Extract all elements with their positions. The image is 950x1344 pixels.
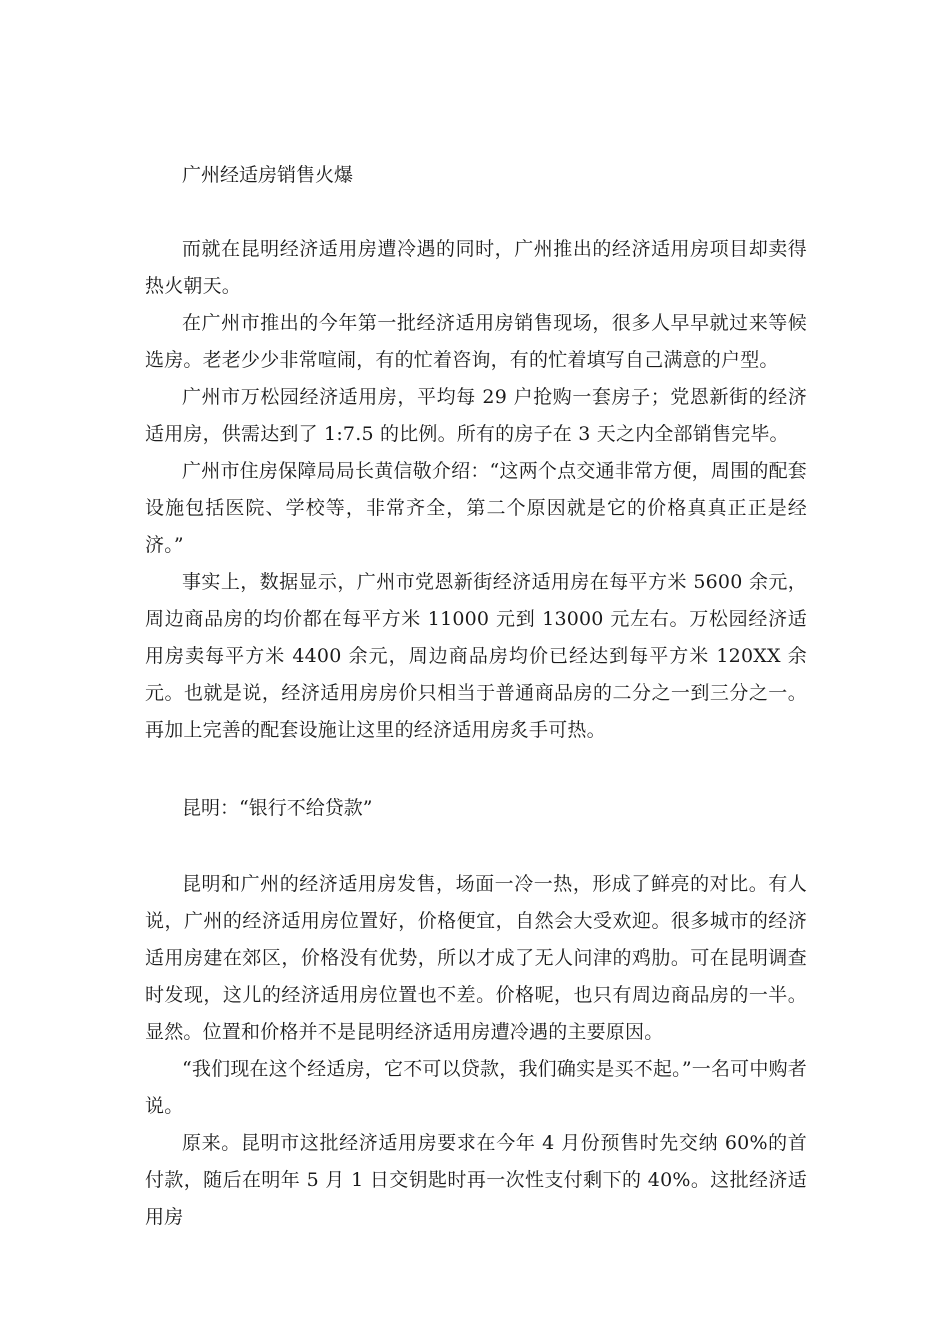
paragraph: 而就在昆明经济适用房遭冷遇的同时，广州推出的经济适用房项目却卖得热火朝天。 xyxy=(145,238,807,297)
section-heading-guangzhou: 广州经适房销售火爆 xyxy=(182,164,354,186)
paragraph: 在广州市推出的今年第一批经济适用房销售现场，很多人早早就过来等候选房。老老少少非常喧闹，有的忙着咨询，有的忙着填写自己满意的户型。 xyxy=(145,312,807,371)
paragraph: 广州市住房保障局局长黄信敬介绍：“这两个点交通非常方便，周围的配套设施包括医院、学校等，非常齐全，第二个原因就是它的价格真真正正是经济。” xyxy=(145,460,807,556)
paragraph: 原来。昆明市这批经济适用房要求在今年 4 月份预售时先交纳 60%的首付款，随后在明年 5 月 1 日交钥匙时再一次性支付剩下的 40%。这批经济适用房 xyxy=(145,1132,807,1228)
paragraph: 广州市万松园经济适用房，平均每 29 户抢购一套房子；党恩新街的经济适用房，供需达到了 1:7.5 的比例。所有的房子在 3 天之内全部销售完毕。 xyxy=(145,386,807,445)
paragraph: “我们现在这个经适房，它不可以贷款，我们确实是买不起。”一名可中购者说。 xyxy=(145,1058,807,1117)
paragraph: 事实上，数据显示，广州市党恩新街经济适用房在每平方米 5600 余元，周边商品房的均价都在每平方米 11000 元到 13000 元左右。万松园经济适用房卖每平方米 4400 余元，周边商品房均价已经达到每平方米 120XX 余元。也就是说，经济适用房房价只相当于普通商品房的二分之一到三分之一。再加上完善的配套设施让这里的经济适用房炙手可热。 xyxy=(145,571,807,741)
paragraph: 昆明和广州的经济适用房发售，场面一冷一热，形成了鲜亮的对比。有人说，广州的经济适用房位置好，价格便宜，自然会大受欢迎。很多城市的经济适用房建在郊区，价格没有优势，所以才成了无人问津的鸡肋。可在昆明调查时发现，这儿的经济适用房位置也不差。价格呢，也只有周边商品房的一半。显然。位置和价格并不是昆明经济适用房遭冷遇的主要原因。 xyxy=(145,873,807,1043)
section-body-kunming xyxy=(145,866,807,1236)
section-body-guangzhou xyxy=(145,231,807,749)
section-heading-kunming: 昆明：“银行不给贷款” xyxy=(182,797,373,819)
